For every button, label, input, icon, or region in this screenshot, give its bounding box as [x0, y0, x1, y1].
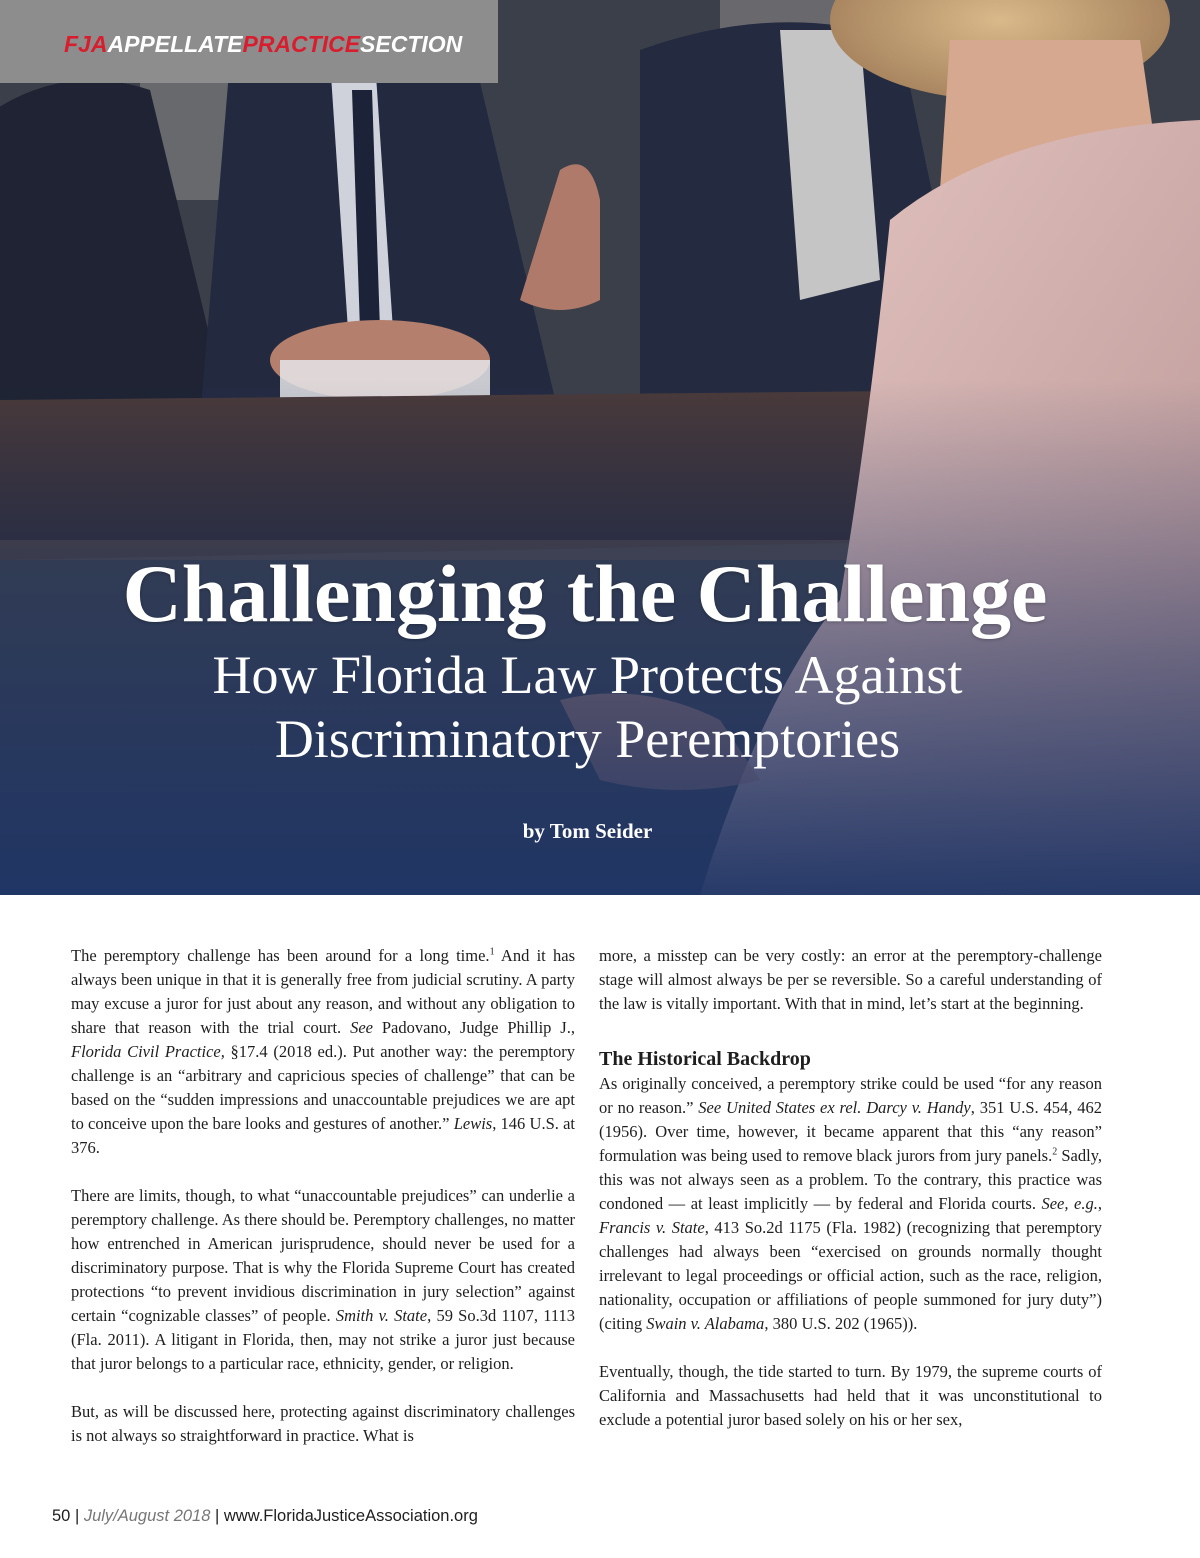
article-subtitle-line1: How Florida Law Protects Against — [212, 645, 963, 705]
text: , 351 U.S. 454, 462 (1956). Over time, however, it became apparent that this “any reason” formulation was being used to remove black jurors from jury panels. — [599, 1098, 1102, 1165]
paragraph — [71, 1184, 575, 1376]
article-subtitle-line2: Discriminatory Peremptories — [274, 709, 901, 769]
text: , 413 So.2d 1175 (Fla. 1982) (recognizing that peremptory challenges had always been “exercised on grounds normally thought irrelevant to legal proceedings or official action, such as the race, religion, nationality, occupation or affiliations of people summoned for jury duty”) (citing — [599, 1218, 1103, 1333]
signal-see: See — [350, 1018, 373, 1037]
article-title: Challenging the Challenge — [122, 548, 1048, 639]
book-title: Florida Civil Practice, — [71, 1042, 225, 1061]
section-label-practice: PRACTICE — [242, 31, 361, 57]
text: There are limits, though, to what “unaccountable prejudices” can underlie a peremptory challenge. As there should be. Peremptory challenges, no matter how entrenched in American jurisprudence, should never be used for a discriminatory purpose. That is why the Florida Supreme Court has created protections “to prevent invidious discrimination in jury selection” against certain “cognizable classes” of people. — [71, 1186, 576, 1325]
left-column — [71, 944, 575, 1472]
text: , 59 So.3d 1107, 1113 (Fla. 2011). A litigant in Florida, then, may not strike a juror just because that juror belongs to a particular race, ethnicity, gender, or religion. — [71, 1306, 575, 1373]
text: The peremptory challenge has been around for a long time. — [71, 946, 490, 965]
byline: by Tom Seider — [522, 819, 653, 843]
paragraph: Eventually, though, the tide started to turn. By 1979, the supreme courts of California and Massachusetts had held that it was unconstitutional to exclude a potential juror based solely on his or her sex, — [599, 1362, 1102, 1429]
website-link[interactable]: www.FloridaJusticeAssociation.org — [223, 1507, 478, 1525]
text: Padovano, Judge Phillip J., — [372, 1018, 575, 1037]
case-name: Lewis — [453, 1114, 493, 1133]
text: As originally conceived, a peremptory strike could be used “for any reason or no reason.” — [599, 1074, 1102, 1117]
page-footer — [52, 1506, 478, 1526]
text: , — [1097, 1194, 1102, 1213]
text: Sadly, this was not always seen as a problem. To the contrary, this practice was condoned — at least implicitly — by federal and Florida courts. — [599, 1146, 1103, 1213]
footer-separator: | — [70, 1507, 84, 1525]
paragraph: more, a misstep can be very costly: an error at the peremptory-challenge stage will almost always be per se reversible. So a careful understanding of the law is vitally important. With that in mind, let’s start at the beginning. — [599, 946, 1102, 1013]
issue-date: July/August 2018 — [83, 1507, 211, 1525]
footnote-ref-2: 2 — [1052, 1146, 1058, 1158]
paragraph: But, as will be discussed here, protecting against discriminatory challenges is not always so straightforward in practice. What is — [71, 1402, 575, 1445]
section-label — [0, 0, 498, 83]
paragraph — [599, 1072, 1102, 1336]
paragraph — [71, 944, 575, 1160]
section-heading: The Historical Backdrop — [599, 1048, 811, 1070]
text: And it has always been unique in that it is generally free from judicial scrutiny. A party may excuse a juror for just about any reason, and without any obligation to share that reason with the trial court. — [71, 946, 576, 1037]
text: , 146 U.S. at 376. — [71, 1114, 576, 1157]
case-name: Smith v. State — [335, 1306, 428, 1325]
case-name: Swain v. Alabama — [646, 1314, 765, 1333]
case-name: Francis v. State — [599, 1218, 705, 1237]
section-label-appellate: APPELLATE — [107, 31, 243, 57]
text: §17.4 (2018 ed.). Put another way: the peremptory challenge is an “arbitrary and capricious species of challenge” that can be based on the “sudden impressions and unaccountable prejudices we are apt to conceive upon the bare looks and gestures of another.” — [71, 1042, 575, 1133]
footnote-ref-1: 1 — [489, 946, 495, 958]
signal-see: See, e.g. — [1041, 1194, 1098, 1213]
page-number: 50 — [52, 1507, 71, 1525]
right-column — [599, 944, 1102, 1456]
case-name: See United States ex rel. Darcy v. Handy — [698, 1098, 971, 1117]
section-label-section: SECTION — [360, 31, 463, 57]
footer-separator: | — [210, 1507, 224, 1525]
article-subtitle — [0, 643, 1175, 771]
text: , 380 U.S. 202 (1965)). — [764, 1314, 918, 1333]
section-label-fja: FJA — [64, 31, 108, 57]
